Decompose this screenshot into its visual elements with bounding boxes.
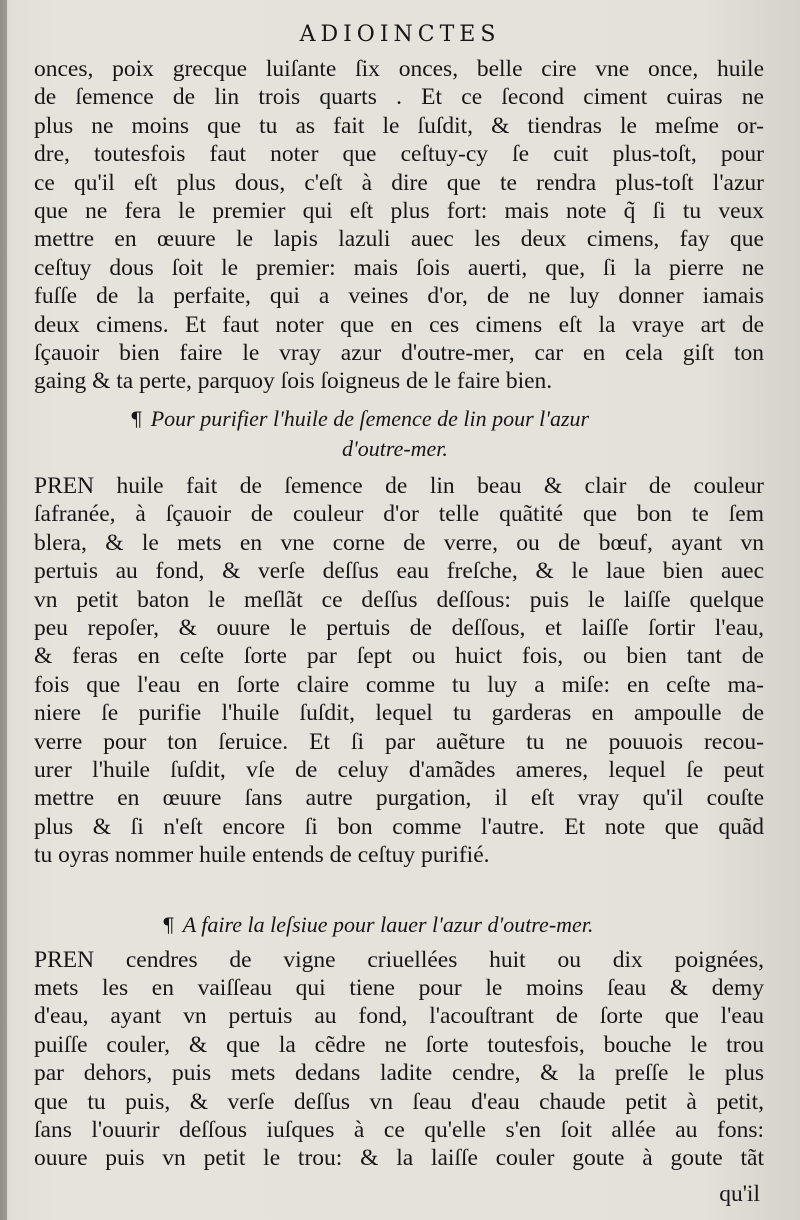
- text-line: vn petit baton le meſlãt ce deſſus deſſous: puis le laiſſe quelque: [34, 586, 764, 613]
- text-line: urer l'huile ſuſdit, vſe de celuy d'amãdes ameres, lequel ſe peut: [34, 756, 764, 783]
- spine-shadow: [0, 0, 7, 1220]
- text-line: PREN cendres de vigne criuellées huit ou dix poignées,: [34, 946, 764, 973]
- section-heading-continuation: [34, 434, 764, 464]
- text-line: par dehors, puis mets dedans ladite cendre, & la preſſe le plus: [34, 1060, 764, 1087]
- text-line: verre pour ton ſeruice. Et ſi par auẽture tu ne pouuois recou-: [34, 728, 764, 755]
- paragraph-lye: [34, 946, 764, 1173]
- spacer: [34, 464, 764, 472]
- text-line: plus & ſi n'eſt encore ſi bon comme l'autre. Et note que quãd: [34, 813, 764, 840]
- text-line: puiſſe couler, & que la cẽdre ne ſorte toutesfois, bouche le trou: [34, 1031, 764, 1058]
- catchword: qu'il: [719, 1181, 760, 1207]
- text-line: ſçauoir bien faire le vray azur d'outre-mer, car en cela giſt ton: [34, 340, 764, 367]
- text-line: peu repoſer, & ouure le pertuis de deſſous, et laiſſe ſortir l'eau,: [34, 614, 764, 641]
- text-line: mettre en œuure le lapis lazuli auec les deux cimens, fay que: [34, 226, 764, 253]
- section-heading-purify-oil: [34, 404, 764, 434]
- section-heading-lye: [34, 910, 764, 940]
- pilcrow-icon: ¶: [130, 406, 143, 431]
- text-line: mets les en vaiſſeau qui tiene pour le moins ſeau & demy: [34, 974, 764, 1001]
- text-line: deux cimens. Et faut noter que en ces cimens eſt la vraye art de: [34, 311, 764, 338]
- text-line: dre, toutesfois faut noter que ceſtuy-cy ſe cuit plus-toſt, pour: [34, 141, 764, 168]
- pilcrow-icon: ¶: [162, 912, 175, 937]
- text-line: tu oyras nommer huile entends de ceſtuy purifié.: [34, 842, 490, 869]
- text-line: ce qu'il eſt plus dous, c'eſt à dire que te rendra plus-toſt l'azur: [34, 169, 764, 196]
- text-line: fuſſe de la perfaite, qui a veines d'or, de ne luy donner iamais: [34, 283, 764, 310]
- text-line: gaing & ta perte, parquoy ſois ſoigneus de le faire bien.: [34, 368, 553, 395]
- heading-line: d'outre-mer.: [342, 435, 448, 461]
- text-line: PREN huile fait de ſemence de lin beau & clair de couleur: [34, 472, 764, 499]
- text-line: ſafranée, à ſçauoir de couleur d'or telle quãtité que bon te ſem: [34, 501, 764, 528]
- text-line: pertuis au fond, & verſe deſſus eau freſche, & le laue bien auec: [34, 558, 764, 585]
- paragraph-purify-oil: [34, 472, 764, 870]
- text-block: [34, 55, 764, 1173]
- text-line: onces, poix grecque luiſante ſix onces, belle cire vne once, huile: [34, 56, 764, 82]
- heading-line: Pour purifier l'huile de ſemence de lin pour l'azur: [150, 405, 590, 431]
- text-line: que tu puis, & verſe deſſus vn ſeau d'eau chaude petit à petit,: [34, 1088, 764, 1115]
- text-line: d'eau, ayant vn pertuis au fond, l'acouſtrant de ſorte que l'eau: [34, 1003, 764, 1030]
- running-head: ADIOINCTES: [299, 22, 501, 47]
- text-line: plus ne moins que tu as fait le ſuſdit, & tiendras le meſme or-: [34, 112, 764, 139]
- text-line: niere ſe purifie l'huile ſuſdit, lequel tu garderas en ampoulle de: [34, 700, 764, 727]
- heading-line: A faire la leſsiue pour lauer l'azur d'outre-mer.: [182, 911, 594, 937]
- text-line: mettre en œuure ſans autre purgation, il eſt vray qu'il couſte: [34, 785, 764, 812]
- text-line: que ne fera le premier qui eſt plus fort: mais note q̃ ſi tu veux: [34, 198, 764, 225]
- paragraph-cements: [34, 55, 764, 396]
- text-line: ouure puis vn petit le trou: & la laiſſe couler goute à goute tãt: [34, 1145, 764, 1172]
- text-line: ceſtuy dous ſoit le premier: mais ſois auerti, que, ſi la pierre ne: [34, 254, 764, 281]
- text-line: de ſemence de lin trois quarts . Et ce ſecond ciment cuiras ne: [34, 84, 764, 111]
- text-line: & feras en ceſte ſorte par ſept ou huict fois, ou bien tant de: [34, 643, 764, 670]
- text-line: ſans l'ouurir deſſous iuſques à ce qu'elle s'en ſoit allée au fons:: [34, 1117, 764, 1143]
- text-line: blera, & le mets en vne corne de verre, ou de bœuf, ayant vn: [34, 529, 764, 556]
- text-line: fois que l'eau en ſorte claire comme tu luy a miſe: en ceſte ma-: [34, 671, 764, 698]
